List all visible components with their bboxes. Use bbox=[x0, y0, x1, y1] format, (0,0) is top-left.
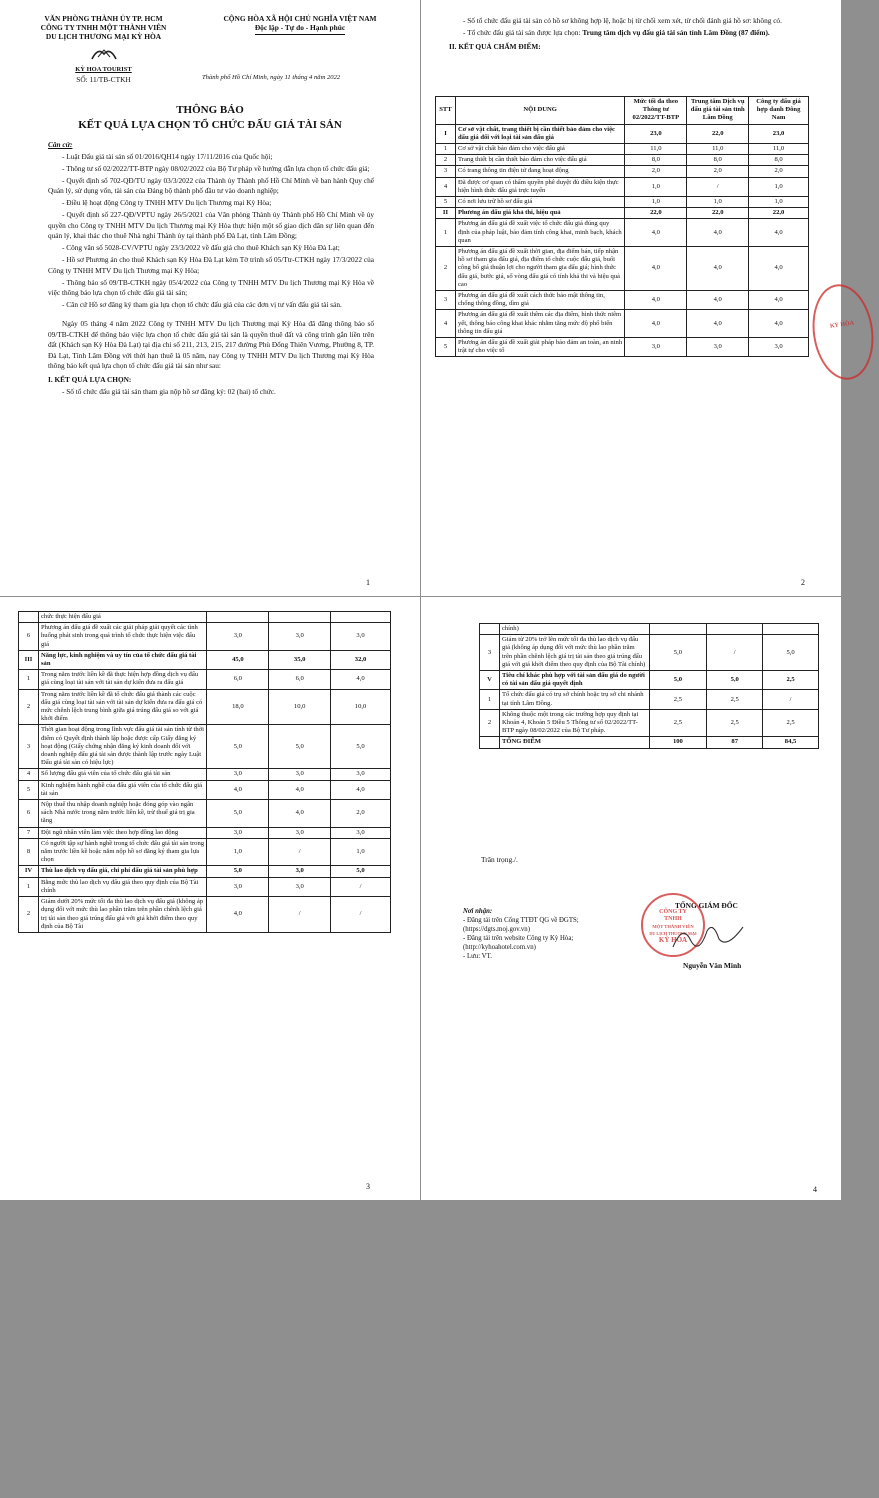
score-cell: 8,0 bbox=[687, 155, 749, 166]
index-cell: 1 bbox=[480, 690, 500, 709]
score-cell: 4,0 bbox=[625, 219, 687, 247]
score-cell: 3,0 bbox=[331, 623, 391, 651]
score-cell: 22,0 bbox=[687, 124, 749, 143]
table-row bbox=[436, 338, 809, 357]
brand-name: KỲ HOA TOURIST bbox=[75, 66, 132, 73]
table-row bbox=[436, 197, 809, 208]
criteria-cell: Phương án đấu giá đề xuất việc tổ chức đấu giá đúng quy định của pháp luật, bảo đảm tính công khai, minh bạch, khách quan bbox=[455, 219, 624, 247]
legal-basis-item: - Quyết định số 227-QĐ/VPTU ngày 26/5/2021 của Văn phòng Thành ủy Thành phố Hồ Chí Minh về ủy quyền cho Công ty TNHH MTV Du lịch Thương mại Kỳ Hòa thực hiện một số giao dịch dân sự liên quan đến quản lý, khai thác cho thuê Nhà nghỉ Thành ủy tại thành phố Đà Lạt, tỉnh Lâm Đồng; bbox=[48, 210, 374, 241]
table-row bbox=[436, 124, 809, 143]
index-cell: 3 bbox=[19, 725, 39, 769]
score-cell: 5,0 bbox=[331, 725, 391, 769]
score-cell: 4,0 bbox=[749, 219, 809, 247]
signer-title: TỔNG GIÁM ĐỐC bbox=[675, 901, 738, 910]
score-cell: / bbox=[763, 690, 819, 709]
criteria-cell: Nộp thuế thu nhập doanh nghiệp hoặc đóng góp vào ngân sách Nhà nước trong năm trước liền kề, trừ thuế giá trị gia tăng bbox=[38, 800, 206, 828]
criteria-cell: Tiêu chí khác phù hợp với tài sản đấu giá do người có tài sản đấu giá quyết định bbox=[499, 671, 649, 690]
criteria-cell: Phương án đấu giá đề xuất thời gian, địa điểm bán, tiếp nhận hồ sơ tham gia đấu giá, địa điểm tổ chức cuộc đấu giá, buổi công bố giá thuận lợi cho người tham gia đấu giá; hình thức đấu giá, bước giá, số vòng đấu giá có tính khả thi và hiệu quả cao bbox=[455, 247, 624, 291]
score-cell: 11,0 bbox=[749, 144, 809, 155]
document-date: Thành phố Hồ Chí Minh, ngày 11 tháng 4 năm 2022 bbox=[202, 74, 341, 81]
score-cell: 4,0 bbox=[331, 670, 391, 689]
table-row bbox=[436, 177, 809, 196]
score-cell: 32,0 bbox=[331, 650, 391, 669]
legal-basis-item: - Thông báo số 09/TB-CTKH ngày 05/4/2022 của Công ty TNHH MTV Du lịch Thương mại Kỳ Hòa về việc thông báo lựa chọn tổ chức đấu giá tài sản; bbox=[48, 277, 374, 298]
score-cell bbox=[763, 624, 819, 635]
score-cell: 3,0 bbox=[749, 338, 809, 357]
criteria-cell: chính) bbox=[499, 624, 649, 635]
scoring-table-continued bbox=[18, 611, 391, 933]
table-row bbox=[480, 635, 819, 671]
page-number: 3 bbox=[366, 1182, 370, 1191]
score-cell bbox=[707, 624, 763, 635]
score-cell: 4,0 bbox=[207, 897, 269, 933]
criteria-cell: Phương án đấu giá khả thi, hiệu quả bbox=[455, 208, 624, 219]
document-title: THÔNG BÁO bbox=[176, 104, 244, 116]
criteria-cell: Có nơi lưu trữ hồ sơ đấu giá bbox=[455, 197, 624, 208]
table-row bbox=[19, 827, 391, 838]
table-row bbox=[480, 709, 819, 737]
score-cell: 10,0 bbox=[331, 689, 391, 725]
index-cell: 1 bbox=[19, 670, 39, 689]
table-row bbox=[19, 800, 391, 828]
score-cell: 5,0 bbox=[331, 866, 391, 877]
score-cell: 84,5 bbox=[763, 737, 819, 748]
divider bbox=[255, 34, 345, 35]
index-cell: III bbox=[19, 650, 39, 669]
column-header: Trung tâm Dịch vụ đấu giá tài sản tỉnh Lâm Đồng bbox=[687, 97, 749, 125]
index-cell: 1 bbox=[436, 219, 456, 247]
score-cell: 3,0 bbox=[331, 769, 391, 780]
score-cell: 4,0 bbox=[749, 247, 809, 291]
table-row bbox=[19, 612, 391, 623]
criteria-cell: Phương án đấu giá đề xuất thêm các địa điểm, hình thức niêm yết, thông báo công khai khác nhằm tăng mức độ phổ biến thông tin đấu giá bbox=[455, 310, 624, 338]
criteria-cell: Kinh nghiệm hành nghề của đấu giá viên của tổ chức đấu giá tài sản bbox=[38, 780, 206, 799]
criteria-cell: Thời gian hoạt động trong lĩnh vực đấu giá tài sản tính từ thời điểm có Quyết định thành lập hoặc được cấp Giấy đăng ký hoạt động (Giấy chứng nhận đăng ký kinh doanh đối với doanh nghiệp đấu giá tài sản được thành lập trước ngày Luật Đấu giá tài sản có hiệu lực) bbox=[38, 725, 206, 769]
criteria-cell: Có người tập sự hành nghề trong tổ chức đấu giá tài sản trong năm trước liền kề hoặc năm nộp hồ sơ đăng ký tham gia lựa chọn bbox=[38, 838, 206, 866]
score-cell: 35,0 bbox=[269, 650, 331, 669]
score-cell: 5,0 bbox=[649, 635, 707, 671]
score-cell: 4,0 bbox=[625, 310, 687, 338]
table-row bbox=[436, 219, 809, 247]
index-cell: 1 bbox=[19, 877, 39, 896]
seal-line: DU LỊCH THƯƠNG MẠI bbox=[649, 931, 697, 936]
index-cell bbox=[19, 612, 39, 623]
legal-basis-item: - Thông tư số 02/2022/TT-BTP ngày 08/02/2022 của Bộ Tư pháp về hướng dẫn lựa chọn tổ chức đấu giá; bbox=[62, 164, 370, 173]
stamp-text: KỲ HÒA bbox=[829, 320, 855, 330]
criteria-cell: Phương án đấu giá đề xuất cách thức bảo mật thông tin, chống thông đồng, dìm giá bbox=[455, 291, 624, 310]
index-cell: 3 bbox=[480, 635, 500, 671]
selected-organization: Trung tâm dịch vụ đấu giá tài sản tỉnh Lâm Đồng (87 điểm). bbox=[582, 28, 770, 37]
score-cell bbox=[331, 612, 391, 623]
table-row bbox=[480, 690, 819, 709]
criteria-cell: Trong năm trước liền kề đã thực hiện hợp đồng dịch vụ đấu giá cùng loại tài sản với tài sản dự kiến đưa ra đấu giá bbox=[38, 670, 206, 689]
criteria-cell: Phương án đấu giá đề xuất các giải pháp giải quyết các tình huống phát sinh trong quá trình tổ chức thực hiện việc đấu giá bbox=[38, 623, 206, 651]
score-cell: 5,0 bbox=[763, 635, 819, 671]
seal-line: MỘT THÀNH VIÊN bbox=[652, 924, 694, 929]
index-cell: 2 bbox=[436, 155, 456, 166]
criteria-cell: Số lượng đấu giá viên của tổ chức đấu giá tài sản bbox=[38, 769, 206, 780]
table-header-row bbox=[436, 97, 809, 125]
sender-header bbox=[16, 14, 191, 84]
score-cell: 2,5 bbox=[763, 671, 819, 690]
section-heading: II. KẾT QUẢ CHẤM ĐIỂM: bbox=[449, 42, 541, 52]
document-page-4 bbox=[421, 597, 841, 1200]
seal-line: KỲ HÒA bbox=[658, 936, 688, 944]
index-cell: 7 bbox=[19, 827, 39, 838]
criteria-cell: Có trang thông tin điện tử đang hoạt động bbox=[455, 166, 624, 177]
score-cell: / bbox=[269, 838, 331, 866]
table-row bbox=[19, 670, 391, 689]
score-cell: 5,0 bbox=[207, 800, 269, 828]
score-cell: 4,0 bbox=[331, 780, 391, 799]
score-cell: 2,0 bbox=[331, 800, 391, 828]
score-cell: 3,0 bbox=[331, 827, 391, 838]
recipients-heading: Nơi nhận: bbox=[463, 908, 493, 915]
criteria-cell: Tổ chức đấu giá có trụ sở chính hoặc trụ sở chi nhánh tại tỉnh Lâm Đồng. bbox=[499, 690, 649, 709]
index-cell: V bbox=[480, 671, 500, 690]
index-cell: 1 bbox=[436, 144, 456, 155]
index-cell: 2 bbox=[480, 709, 500, 737]
legal-basis-item: - Căn cứ Hồ sơ đăng ký tham gia lựa chọn tổ chức đấu giá của các đơn vị tư vấn đấu giá tài sản. bbox=[62, 300, 342, 310]
legal-basis-heading: Căn cứ: bbox=[48, 140, 73, 149]
score-cell: 3,0 bbox=[269, 866, 331, 877]
signature-icon bbox=[669, 919, 749, 955]
table-row bbox=[436, 144, 809, 155]
score-cell: 3,0 bbox=[207, 623, 269, 651]
score-cell: 87 bbox=[707, 737, 763, 748]
intro-paragraph: Ngày 05 tháng 4 năm 2022 Công ty TNHH MTV Du lịch Thương mại Kỳ Hòa đã đăng thông báo số 09/TB-CTKH để thông báo việc lựa chọn tổ chức đấu giá tài sản là quyền thuê đất và công trình gắn liền trên đất (Khách sạn Kỳ Hòa Đà Lạt) tại địa chỉ số 211, 213, 215, 217 đường Phù Đổng Thiên Vương, Phường 8, TP. Đà Lạt, Tỉnh Lâm Đồng với thời hạn thuê là 05 năm, nay Công ty TNHH MTV Du lịch Thương mại Kỳ Hòa thông báo kết quả lựa chọn tổ chức đấu giá tài sản như sau: bbox=[48, 319, 374, 371]
score-cell: 2,0 bbox=[625, 166, 687, 177]
table-row bbox=[19, 725, 391, 769]
index-cell: 5 bbox=[436, 197, 456, 208]
table-row bbox=[19, 780, 391, 799]
score-cell: / bbox=[707, 635, 763, 671]
score-cell: 4,0 bbox=[625, 291, 687, 310]
criteria-cell: Đội ngũ nhân viên làm việc theo hợp đồng lao động bbox=[38, 827, 206, 838]
criteria-cell: Trang thiết bị cần thiết bảo đảm cho việc đấu giá bbox=[455, 155, 624, 166]
sender-line-3: DU LỊCH THƯƠNG MẠI KỲ HÒA bbox=[45, 32, 162, 41]
score-cell: 5,0 bbox=[207, 866, 269, 877]
legal-basis-item: - Luật Đấu giá tài sản số 01/2016/QH14 ngày 17/11/2016 của Quốc hội; bbox=[62, 152, 273, 161]
closing-line: Trân trọng./. bbox=[481, 855, 518, 864]
document-page-1 bbox=[0, 0, 420, 596]
index-cell: IV bbox=[19, 866, 39, 877]
index-cell: 8 bbox=[19, 838, 39, 866]
index-cell: 2 bbox=[436, 247, 456, 291]
score-cell: 22,0 bbox=[687, 208, 749, 219]
table-row bbox=[19, 769, 391, 780]
score-cell: 3,0 bbox=[207, 877, 269, 896]
national-title: CỘNG HÒA XÃ HỘI CHỦ NGHĨA VIỆT NAM bbox=[223, 14, 377, 23]
recipient-item: - Đăng tải trên website Công ty Kỳ Hòa; bbox=[463, 935, 574, 942]
score-cell: 2,5 bbox=[649, 709, 707, 737]
score-cell: 22,0 bbox=[625, 208, 687, 219]
score-cell: 11,0 bbox=[687, 144, 749, 155]
index-cell: 3 bbox=[436, 166, 456, 177]
table-row bbox=[436, 310, 809, 338]
partial-stamp bbox=[807, 280, 879, 383]
score-cell: 2,5 bbox=[763, 709, 819, 737]
score-cell: 1,0 bbox=[207, 838, 269, 866]
page-number: 4 bbox=[813, 1185, 817, 1194]
score-cell: 3,0 bbox=[207, 827, 269, 838]
recipient-item: (http://kyhoahotel.com.vn) bbox=[463, 944, 536, 951]
legal-basis-item: - Điều lệ hoạt động Công ty TNHH MTV Du lịch Thương mại Kỳ Hòa; bbox=[62, 198, 272, 208]
criteria-cell: Bằng mức thù lao dịch vụ đấu giá theo quy định của Bộ Tài chính bbox=[38, 877, 206, 896]
score-cell: 3,0 bbox=[687, 338, 749, 357]
table-row bbox=[436, 291, 809, 310]
table-row bbox=[436, 166, 809, 177]
score-cell: 4,0 bbox=[687, 219, 749, 247]
result-line: - Số tổ chức đấu giá tài sản có hồ sơ không hợp lệ, hoặc bị từ chối xem xét, từ chối đánh giá hồ sơ: không có. bbox=[463, 16, 782, 25]
national-motto: Độc lập - Tự do - Hạnh phúc bbox=[254, 23, 346, 32]
score-cell: 3,0 bbox=[625, 338, 687, 357]
criteria-cell: Cơ sở vật chất, trang thiết bị cần thiết bảo đảm cho việc đấu giá đối với loại tài sản đấu giá bbox=[455, 124, 624, 143]
score-cell: 2,5 bbox=[707, 709, 763, 737]
score-cell: 5,0 bbox=[207, 725, 269, 769]
score-cell: 4,0 bbox=[207, 780, 269, 799]
index-cell: 3 bbox=[436, 291, 456, 310]
table-row bbox=[436, 247, 809, 291]
score-cell: 1,0 bbox=[687, 197, 749, 208]
column-header: STT bbox=[436, 97, 456, 125]
score-cell: 1,0 bbox=[625, 197, 687, 208]
index-cell bbox=[480, 737, 500, 748]
index-cell: 4 bbox=[436, 177, 456, 196]
table-row bbox=[19, 689, 391, 725]
page-number: 2 bbox=[801, 578, 805, 587]
score-cell: 5,0 bbox=[649, 671, 707, 690]
score-cell: 4,0 bbox=[625, 247, 687, 291]
index-cell: I bbox=[436, 124, 456, 143]
index-cell: 5 bbox=[19, 780, 39, 799]
score-cell: 4,0 bbox=[687, 310, 749, 338]
page-number: 1 bbox=[366, 578, 370, 587]
index-cell: 4 bbox=[19, 769, 39, 780]
result-line: - Số tổ chức đấu giá tài sản tham gia nộp hồ sơ đăng ký: 02 (hai) tổ chức. bbox=[62, 387, 276, 397]
score-cell: 2,0 bbox=[687, 166, 749, 177]
score-cell: 3,0 bbox=[207, 769, 269, 780]
score-cell: / bbox=[331, 877, 391, 896]
table-row bbox=[480, 624, 819, 635]
table-row bbox=[19, 877, 391, 896]
table-row bbox=[436, 208, 809, 219]
score-cell: 4,0 bbox=[749, 310, 809, 338]
legal-basis-item: - Hồ sơ Phương án cho thuê Khách sạn Kỳ Hòa Đà Lạt kèm Tờ trình số 05/Ttr-CTKH ngày 17/3/2022 của Công ty TNHH MTV Du lịch Thương mại Kỳ Hòa; bbox=[48, 255, 374, 275]
index-cell: 6 bbox=[19, 800, 39, 828]
index-cell: 4 bbox=[436, 310, 456, 338]
index-cell bbox=[480, 624, 500, 635]
score-cell: 45,0 bbox=[207, 650, 269, 669]
score-cell: 4,0 bbox=[269, 780, 331, 799]
score-cell: 23,0 bbox=[749, 124, 809, 143]
score-cell: 5,0 bbox=[269, 725, 331, 769]
score-cell: 11,0 bbox=[625, 144, 687, 155]
score-cell: 6,0 bbox=[269, 670, 331, 689]
document-subtitle: KẾT QUẢ LỰA CHỌN TỔ CHỨC ĐẤU GIÁ TÀI SẢN bbox=[78, 119, 342, 131]
score-cell: 8,0 bbox=[749, 155, 809, 166]
signer-name: Nguyễn Văn Minh bbox=[683, 961, 742, 970]
sender-line-1: VĂN PHÒNG THÀNH ỦY TP. HCM bbox=[44, 14, 163, 23]
score-cell: 10,0 bbox=[269, 689, 331, 725]
criteria-cell: chức thực hiện đấu giá bbox=[38, 612, 206, 623]
score-cell: 2,0 bbox=[749, 166, 809, 177]
criteria-cell: Đã được cơ quan có thẩm quyền phê duyệt đủ điều kiện thực hiện hình thức đấu giá trực tuyến bbox=[455, 177, 624, 196]
score-cell: 100 bbox=[649, 737, 707, 748]
criteria-cell: Năng lực, kinh nghiệm và uy tín của tổ chức đấu giá tài sản bbox=[38, 650, 206, 669]
score-cell: 4,0 bbox=[269, 800, 331, 828]
index-cell: 2 bbox=[19, 897, 39, 933]
seal-line: TNHH bbox=[664, 916, 682, 922]
table-row bbox=[19, 650, 391, 669]
recipient-item: (https://dgts.moj.gov.vn) bbox=[463, 926, 530, 933]
score-cell bbox=[269, 612, 331, 623]
criteria-cell: Trong năm trước liền kề đã tổ chức đấu giá thành các cuộc đấu giá cùng loại tài sản với tài sản dự kiến đưa ra đấu giá có mức chênh lệch trung bình giữa giá trúng đấu giá so với giá khởi điểm bbox=[38, 689, 206, 725]
score-cell: 4,0 bbox=[749, 291, 809, 310]
column-header: NỘI DUNG bbox=[455, 97, 624, 125]
score-cell: 5,0 bbox=[707, 671, 763, 690]
score-cell: 1,0 bbox=[331, 838, 391, 866]
table-row bbox=[19, 838, 391, 866]
document-page-3 bbox=[0, 597, 420, 1200]
recipient-item: - Đăng tải trên Cổng TTĐT QG về ĐGTS; bbox=[463, 917, 579, 924]
table-row bbox=[19, 623, 391, 651]
recipients bbox=[463, 907, 579, 961]
index-cell: II bbox=[436, 208, 456, 219]
document-number: SỐ: 11/TB-CTKH bbox=[76, 75, 131, 84]
document-body bbox=[48, 140, 374, 399]
table-row bbox=[436, 155, 809, 166]
score-cell: / bbox=[269, 897, 331, 933]
criteria-cell: Cơ sở vật chất bảo đảm cho việc đấu giá bbox=[455, 144, 624, 155]
score-cell: / bbox=[687, 177, 749, 196]
score-cell: 3,0 bbox=[269, 827, 331, 838]
criteria-cell: TỔNG ĐIỂM bbox=[499, 737, 649, 748]
score-cell: 22,0 bbox=[749, 208, 809, 219]
document-page-2 bbox=[421, 0, 855, 596]
scoring-table-final bbox=[479, 623, 819, 749]
score-cell: 1,0 bbox=[749, 177, 809, 196]
score-cell: 3,0 bbox=[269, 623, 331, 651]
table-row bbox=[19, 866, 391, 877]
score-cell: 4,0 bbox=[687, 247, 749, 291]
score-cell bbox=[207, 612, 269, 623]
score-cell: 4,0 bbox=[687, 291, 749, 310]
index-cell: 6 bbox=[19, 623, 39, 651]
score-cell: 6,0 bbox=[207, 670, 269, 689]
result-line-text: - Tổ chức đấu giá tài sản được lựa chọn: bbox=[463, 28, 583, 37]
column-header: Công ty đấu giá hợp danh Đông Nam bbox=[749, 97, 809, 125]
score-cell bbox=[649, 624, 707, 635]
legal-basis-item: - Quyết định số 702-QĐ/TU ngày 03/3/2022 của Thành ủy Thành phố Hồ Chí Minh về ban hành Quy chế Quản lý, sử dụng vốn, tài sản của Đảng bộ thành phố đầu tư vào doanh nghiệp; bbox=[48, 176, 374, 196]
national-header bbox=[190, 14, 410, 35]
score-cell: 2,5 bbox=[649, 690, 707, 709]
score-cell: 18,0 bbox=[207, 689, 269, 725]
score-cell: 1,0 bbox=[625, 177, 687, 196]
result-line bbox=[449, 28, 805, 38]
criteria-cell: Phương án đấu giá đề xuất giải pháp bảo đảm an toàn, an ninh trật tự cho việc tổ bbox=[455, 338, 624, 357]
criteria-cell: Giảm từ 20% trở lên mức tối đa thù lao dịch vụ đấu giá (không áp dụng đối với mức thù lao phần trăm trên phần chênh lệch giá trị tài sản theo giá trúng đấu giá với giá khởi điểm theo quy định của Bộ Tài chính) bbox=[499, 635, 649, 671]
section-heading: I. KẾT QUẢ LỰA CHỌN: bbox=[48, 375, 132, 385]
seal-line: CÔNG TY bbox=[659, 909, 687, 915]
index-cell: 5 bbox=[436, 338, 456, 357]
criteria-cell: Thù lao dịch vụ đấu giá, chi phí đấu giá tài sản phù hợp bbox=[38, 866, 206, 877]
criteria-cell: Giảm dưới 20% mức tối đa thù lao dịch vụ đấu giá (không áp dụng đối với mức thù lao phần trăm trên phần chênh lệch giá trị tài sản theo giá trúng đấu giá với giá khởi điểm theo quy định của Bộ Tài bbox=[38, 897, 206, 933]
column-header: Mức tối đa theo Thông tư 02/2022/TT-BTP bbox=[625, 97, 687, 125]
score-cell: 3,0 bbox=[269, 877, 331, 896]
sender-line-2: CÔNG TY TNHH MỘT THÀNH VIÊN bbox=[40, 23, 167, 32]
score-cell: / bbox=[331, 897, 391, 933]
scoring-table bbox=[435, 96, 809, 357]
table-row bbox=[480, 671, 819, 690]
score-cell: 3,0 bbox=[269, 769, 331, 780]
legal-basis-item: - Công văn số 5028-CV/VPTU ngày 23/3/2022 về đấu giá cho thuê Khách sạn Kỳ Hòa Đà Lạt; bbox=[62, 243, 340, 253]
score-cell: 2,5 bbox=[707, 690, 763, 709]
score-cell: 23,0 bbox=[625, 124, 687, 143]
company-logo-icon bbox=[84, 45, 124, 63]
table-row bbox=[19, 897, 391, 933]
table-row bbox=[480, 737, 819, 748]
score-cell: 8,0 bbox=[625, 155, 687, 166]
score-cell: 1,0 bbox=[749, 197, 809, 208]
criteria-cell: Không thuộc một trong các trường hợp quy định tại Khoản 4, Khoản 5 Điều 5 Thông tư số 02/2022/TT-BTP ngày 08/02/2022 của Bộ Tư pháp. bbox=[499, 709, 649, 737]
results-text bbox=[449, 16, 805, 54]
index-cell: 2 bbox=[19, 689, 39, 725]
recipient-item: - Lưu: VT. bbox=[463, 953, 492, 960]
